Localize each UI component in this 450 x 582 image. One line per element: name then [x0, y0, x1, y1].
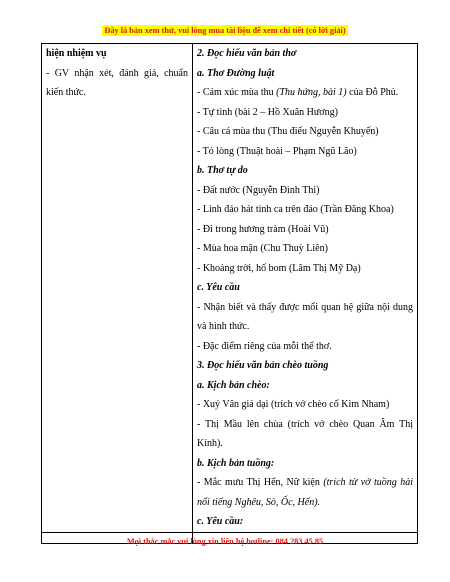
list-item-italic-text: (Thu hứng, bài 1) [276, 87, 347, 98]
subsection-c-title: c. Yêu cầu [197, 282, 240, 293]
right-column-cell [193, 44, 418, 533]
list-item: - Đặc điểm riêng của mỗi thể thơ. [197, 340, 332, 352]
list-item: - Nhận biết và thấy được mối quan hệ giữa nội dung và hình thức. [197, 301, 413, 332]
list-item: - Khoảng trời, hố bom (Lâm Thị Mỹ Dạ) [197, 262, 361, 274]
list-item: - Mùa hoa mận (Chu Thuỳ Liên) [197, 243, 328, 254]
table-row [42, 44, 418, 533]
subsection-a-title: a. Thơ Đường luật [197, 67, 275, 79]
subsection-b-title: b. Thơ tự do [197, 165, 248, 176]
left-column-cell [42, 44, 193, 533]
list-item: - Thị Mầu lên chùa (trích vở chèo Quan Âm Thị Kính). [197, 418, 413, 449]
left-column-text: - GV nhận xét, đánh giá, chuẩn kiến thức. [46, 67, 188, 98]
section-3-title: 3. Đọc hiểu văn bản chèo tuồng [197, 360, 329, 371]
list-item: - Xuý Vân giả dại (trích vở chèo cổ Kim Nham) [197, 399, 390, 410]
list-item: - Tự tình (bài 2 – Hồ Xuân Hương) [197, 106, 338, 118]
list-item [197, 83, 413, 103]
left-column-title: hiện nhiệm vụ [46, 48, 107, 59]
list-item-italic-text: (trích từ vở tuồng hài nổi tiếng Nghêu, Sò, Ốc, Hến). [197, 477, 413, 508]
list-item: - Tỏ lòng (Thuật hoài – Phạm Ngũ Lão) [197, 145, 357, 157]
list-item-text: - Cảm xúc mùa thu [197, 87, 277, 98]
section-2-title: 2. Đọc hiểu văn bản thơ [197, 48, 297, 59]
preview-notice-banner [0, 26, 450, 35]
list-item: - Câu cá mùa thu (Thu điếu Nguyễn Khuyến) [197, 126, 379, 137]
list-item-text: của Đỗ Phủ. [346, 87, 399, 98]
list-item: - Đi trong hương tràm (Hoài Vũ) [197, 223, 329, 235]
lesson-table [41, 43, 418, 544]
subsection-3a-title: a. Kịch bản chèo: [197, 379, 270, 391]
preview-notice-text: Đây là bản xem thử, vui lòng mua tài liệu để xem chi tiết (có lời giải) [104, 26, 346, 35]
list-item: - Linh đảo hát tình ca trên đảo (Trần Đăng Khoa) [197, 204, 394, 215]
list-item [197, 473, 413, 512]
list-item: - Đất nước (Nguyễn Đình Thi) [197, 184, 320, 196]
list-item-text: - Mắc mưu Thị Hến, Nữ kiện [197, 477, 324, 488]
hotline-footer: Mọi thắc mắc vui lòng xin liên hệ hotline: 084 283 45 85 [126, 537, 324, 546]
subsection-3c-title: c. Yêu cầu: [197, 516, 244, 527]
subsection-3b-title: b. Kịch bản tuồng: [197, 457, 275, 469]
